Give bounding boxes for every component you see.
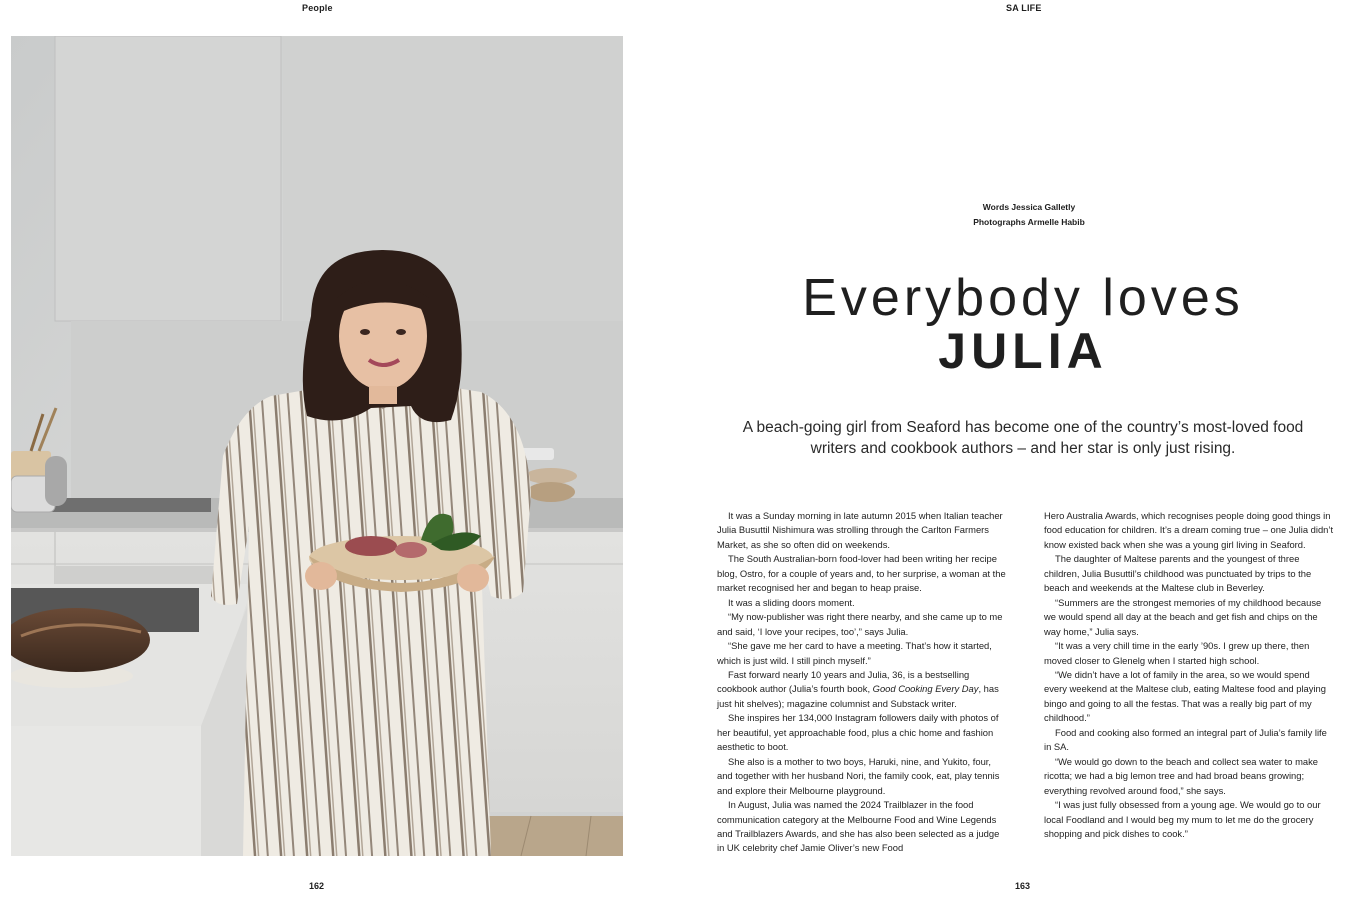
paragraph: The daughter of Maltese parents and the youngest of three children, Julia Busuttil’s childhood was punctuated by trips to the beach and weekends at the Maltese club in Beverley. [1044,553,1312,594]
paragraph: Hero Australia Awards, which recognises people doing good things in food education for children. It’s a dream coming true – one Julia didn’t know existed back when she was a young girl living in Seaford. [1044,510,1334,550]
page-number-left: 162 [309,881,325,891]
page-number-right: 163 [1015,881,1031,891]
text-run: , has just hit shelves); magazine columnist and Substack writer. [717,683,999,709]
words-credit: Words Jessica Galletly [982,202,1076,212]
paragraph: She inspires her 134,000 Instagram followers daily with photos of her beautiful, yet approachable food, plus a chic home and fashion aesthetic to boot. [717,712,999,753]
book-title: Good Cooking Every Day [872,683,979,695]
paragraph: It was a Sunday morning in late autumn 2015 when Italian teacher Julia Busuttil Nishimura was strolling through the Carlton Farmers Market, as she so often did on weekends. [717,510,1003,550]
paragraph [717,668,1007,711]
headline-line-1: Everybody loves [802,269,1244,327]
body-column-2 [1044,509,1334,841]
paragraph: She also is a mother to two boys, Haruki, nine, and Yukito, four, and together with her husband Nori, the family cook, eat, play tennis and explore their Melbourne playground. [717,755,1000,796]
photographs-credit: Photographs Armelle Habib [973,217,1085,227]
headline-line-2: JULIA [938,323,1108,379]
section-label-right: SA LIFE [1006,3,1042,13]
paragraph: The South Australian-born food-lover had been writing her recipe blog, Ostro, for a couple of years and, to her surprise, a woman at the market recognised her and began to heap praise. [717,553,1006,594]
paragraph: “I was just fully obsessed from a young age. We would go to our local Foodland and I would beg my mum to let me do the grocery shopping and pick dishes to cook.” [1044,799,1321,839]
paragraph: Food and cooking also formed an integral part of Julia’s family life in SA. [1044,726,1327,753]
paragraph: “She gave me her card to have a meeting. That’s how it started, which is just wild. I still pinch myself.” [717,640,992,666]
feature-photo [11,36,623,856]
paragraph: “It was a very chill time in the early ’90s. I grew up there, then moved closer to Glenelg when I started high school. [1044,640,1310,666]
paragraph: “We would go down to the beach and collect sea water to make ricotta; we had a big lemon tree and had broad beans growing; everything revolved around food,” she says. [1044,755,1318,796]
text-run: Fast forward nearly 10 years and Julia, 36, is a bestselling cookbook author (Julia’s fourth book, [717,668,970,695]
body-column-1 [717,509,1007,856]
section-label-left: People [302,3,333,13]
byline [900,200,1158,230]
standfirst: A beach-going girl from Seaford has become one of the country’s most-loved food writers and cookbook authors – and her star is only just rising. [742,419,1304,457]
paragraph: “My now-publisher was right there nearby, and she came up to me and said, ‘I love your recipes, too’,” says Julia. [717,611,1003,637]
paragraph: It was a sliding doors moment. [728,596,855,608]
paragraph: “Summers are the strongest memories of my childhood because we would spend all day at the beach and get fish and chips on the way home,” Julia says. [1044,596,1322,637]
paragraph: “We didn’t have a lot of family in the area, so we would spend every weekend at the Maltese club, eating Maltese food and playing bingo and going to all the festas. That was a really big part of my childhood.” [1044,668,1326,724]
paragraph: In August, Julia was named the 2024 Trailblazer in the food communication category at the Melbourne Food and Wine Legends and Trailblazers Awards, and she has also been selected as a judge in UK celebrity chef Jamie Oliver’s new Food [717,799,1000,854]
